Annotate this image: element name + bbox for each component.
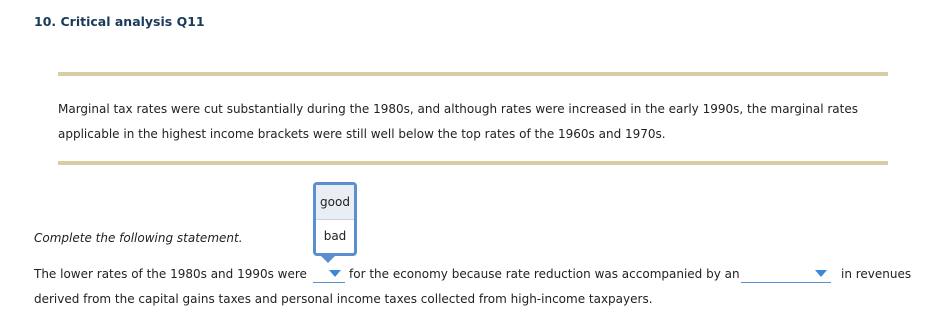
instruction-text: Complete the following statement.	[34, 231, 243, 245]
passage-bottom-divider	[58, 161, 888, 165]
question-title: 10. Critical analysis Q11	[34, 14, 205, 29]
statement-line2: derived from the capital gains taxes and personal income taxes collected from high-income taxpayers.	[34, 292, 653, 306]
blank1-dropdown[interactable]	[313, 266, 345, 283]
chevron-down-icon	[329, 270, 341, 277]
dropdown-options-popup	[313, 182, 357, 256]
statement-part1: The lower rates of the 1980s and 1990s were	[34, 267, 307, 281]
statement-part3: in revenues	[841, 267, 912, 281]
passage-text: Marginal tax rates were cut substantially during the 1980s, and although rates were increased in the early 1990s, the marginal rates applicable in the highest income brackets were still well below the top rates of the 1960s and 1970s.	[58, 102, 858, 141]
popup-pointer	[320, 255, 336, 263]
dropdown-option-good[interactable]: good	[316, 185, 354, 220]
dropdown-option-bad[interactable]: bad	[323, 229, 347, 243]
statement-part2: for the economy because rate reduction was accompanied by an	[349, 267, 740, 281]
passage-top-divider	[58, 72, 888, 76]
chevron-down-icon	[815, 270, 827, 277]
blank2-dropdown[interactable]	[741, 266, 831, 283]
